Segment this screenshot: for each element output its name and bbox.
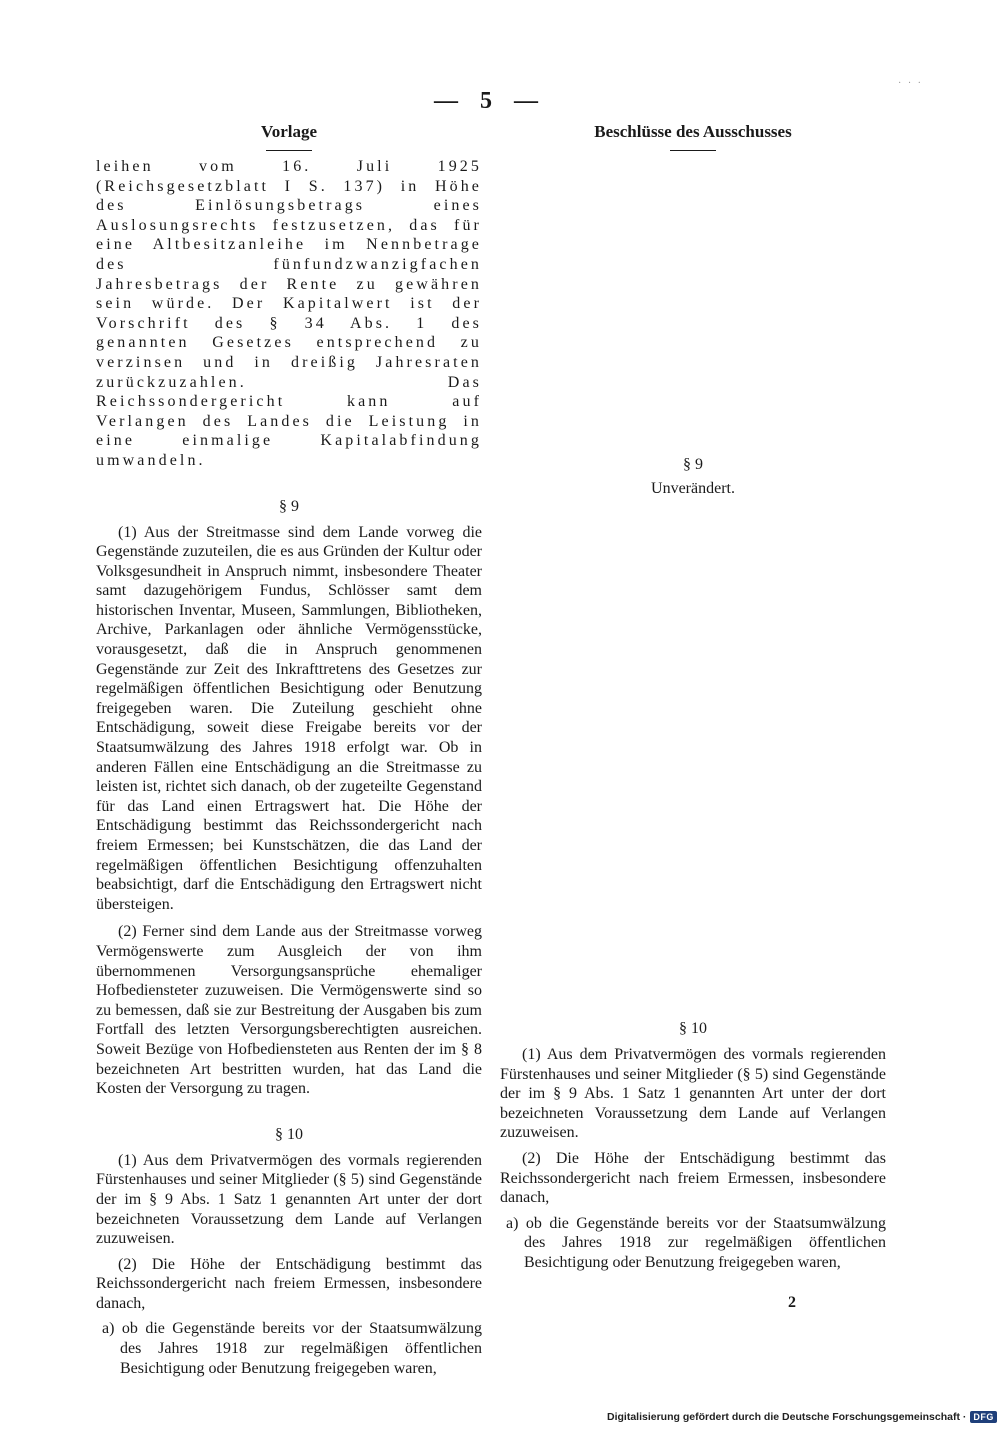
section-10-item-a: a) ob die Gegenstände bereits vor der Staatsumwälzung des Jahres 1918 zur regelmäßigen öffentlichen Besichtigung oder Benutzung freigegeben waren,: [102, 1320, 482, 1377]
corner-marks: · · ·: [898, 78, 923, 89]
left-column-heading: Vorlage: [260, 122, 318, 141]
section-10-item-a: a) ob die Gegenstände bereits vor der Staatsumwälzung des Jahres 1918 zur regelmäßigen öffentlichen Besichtigung oder Benutzung freigegeben waren,: [506, 1214, 886, 1271]
digitization-footer: [607, 1411, 997, 1423]
dfg-logo: DFG: [970, 1411, 997, 1423]
section-10-heading: § 10: [679, 1020, 707, 1037]
heading-rule: [266, 150, 312, 151]
section-9-heading: § 9: [683, 456, 703, 473]
section-9-paragraph-1: (1) Aus der Streitmasse sind dem Lande vorweg die Gegenstände zuzuteilen, die es aus Gründen der Kultur oder Volksgesundheit in Anspruch nimmt, insbesondere Theater samt dazugehörigem Fundus, Schlösser samt dem historischen Inventar, Museen, Sammlungen, Bibliotheken, Archive, Parkanlagen oder ähnliche Vermögensstücke, vorausgesetzt, daß die in Anspruch genommenen Gegenstände zur Zeit des Inkrafttretens des Gesetzes zur regelmäßigen öffentlichen Besichtigung oder Benutzung freigegeben waren. Die Zuteilung geschieht ohne Entschädigung, soweit diese Freigabe bereits vor der Staatsumwälzung des Jahres 1918 erfolgt war. Ob in anderen Fällen eine Entschädigung an die Streitmasse zu leisten ist, richtet sich danach, ob der zugeteilte Gegenstand für das Land einen Ertragswert hat. Die Höhe der Entschädigung bestimmt das Reichssondergericht nach freiem Ermessen; bei Kunstschätzen, die das Land der regelmäßigen öffentlichen Besichtigung offenzuhalten beabsichtigt, darf die Entschädigung den Ertragswert nicht übersteigen.: [96, 523, 482, 913]
section-9-heading: § 9: [279, 497, 299, 515]
section-9-paragraph-2: (2) Ferner sind dem Lande aus der Streitmasse vorweg Vermögenswerte zum Ausgleich der von ihm übernommenen Versorgungsansprüche ehemaliger Hofbediensteter zuzuweisen. Die Vermögenswerte sind so zu bemessen, daß sie zur Bestreitung der Ausgaben bis zum Fortfall des letzten Versorgungsberechtigten ausreichen. Soweit Bezüge von Hofbediensteten aus Renten der im § 8 bezeichneten Art bestritten wurden, hat das Land die Kosten der Versorgung zu tragen.: [96, 923, 482, 1098]
left-column: [96, 122, 482, 1378]
signature-mark: 2: [788, 1294, 796, 1311]
intro-paragraph: leihen vom 16. Juli 1925 (Reichsgesetzblatt I S. 137) in Höhe des Einlösungsbetrags eines Auslosungsrechts festzusetzen, das für eine Altbesitzanleihe im Nennbetrage des fünfundzwanzigfachen Jahresbetrags der Rente zu gewähren sein würde. Der Kapitalwert ist der Vorschrift des § 34 Abs. 1 des genannten Gesetzes entsprechend zu verzinsen und in dreißig Jahresraten zurückzuzahlen. Das Reichssondergericht kann auf Verlangen des Landes die Leistung in eine einmalige Kapitalabfindung umwandeln.: [96, 158, 482, 469]
section-10-heading: § 10: [275, 1125, 303, 1143]
section-9-unchanged: Unverändert.: [651, 480, 735, 497]
section-10-paragraph-2: (2) Die Höhe der Entschädigung bestimmt das Reichssondergericht nach freiem Ermessen, insbesondere danach,: [96, 1255, 482, 1312]
page-number: — 5 —: [434, 88, 546, 114]
section-10-paragraph-1: (1) Aus dem Privatvermögen des vormals regierenden Fürstenhauses und seiner Mitglieder (§ 5) sind Gegenstände der im § 9 Abs. 1 Satz 1 genannten Art unter der dort bezeichneten Voraussetzung dem Lande auf Verlangen zuzuweisen.: [500, 1046, 886, 1142]
section-10-paragraph-2: (2) Die Höhe der Entschädigung bestimmt das Reichssondergericht nach freiem Ermessen, insbesondere danach,: [500, 1149, 886, 1207]
section-10-paragraph-1: (1) Aus dem Privatvermögen des vormals regierenden Fürstenhauses und seiner Mitglieder (§ 5) sind Gegenstände der im § 9 Abs. 1 Satz 1 genannten Art unter der dort bezeichneten Voraussetzung dem Lande auf Verlangen zuzuweisen.: [96, 1151, 482, 1248]
footer-text: Digitalisierung gefördert durch die Deutsche Forschungsgemeinschaft ·: [607, 1411, 967, 1423]
right-column-heading: Beschlüsse des Ausschusses: [594, 122, 792, 141]
right-column: [500, 122, 886, 1273]
heading-rule: [670, 150, 716, 151]
